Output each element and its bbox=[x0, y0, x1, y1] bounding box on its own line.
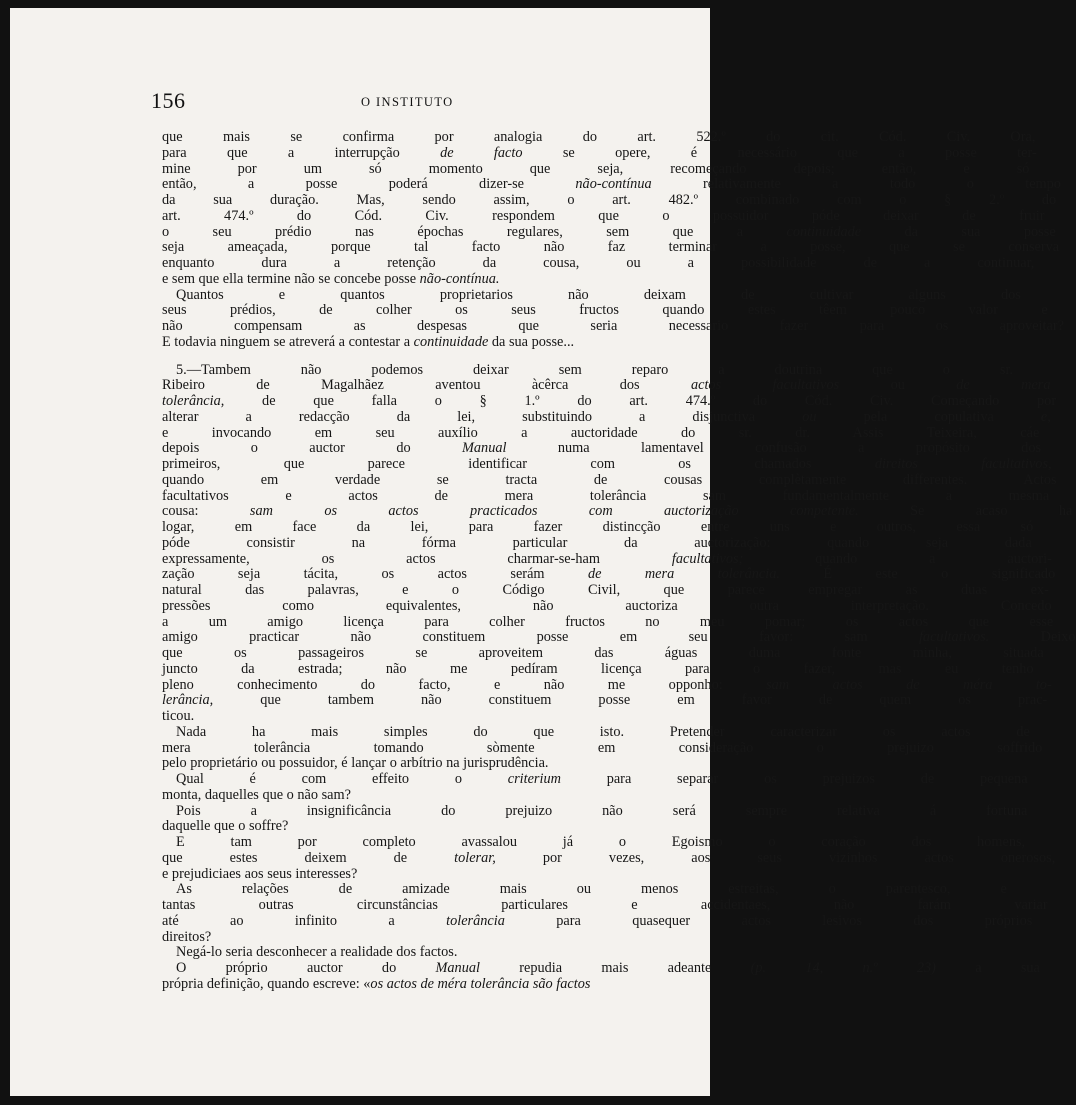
italic-segment: e, bbox=[1040, 408, 1051, 425]
text-segment: e sem que ella termine não se concebe posse bbox=[162, 270, 420, 287]
text-segment: e invocando em seu auxílio a auctoridade do sr. dr. Assis Teixeira, cáe bbox=[162, 424, 1040, 441]
text-segment: É este o significado bbox=[779, 566, 1056, 583]
text-line bbox=[162, 945, 640, 961]
italic-segment: de mera tolerância. bbox=[587, 566, 780, 583]
paragraph bbox=[162, 286, 1064, 351]
italic-segment: de mera bbox=[956, 377, 1051, 394]
text-line bbox=[162, 881, 1007, 898]
text-segment: pelo proprietário ou possuidor, é lançar o arbítrio na jurisprudência. bbox=[162, 755, 549, 772]
paragraph bbox=[162, 881, 1048, 945]
paragraph bbox=[162, 771, 1028, 804]
italic-segment: sam actos de méra to- bbox=[766, 676, 1052, 693]
text-line bbox=[162, 272, 640, 288]
text-segment: o seu prédio nas épochas regulares, sem que a bbox=[162, 223, 787, 240]
text-segment: Se acaso ha bbox=[858, 503, 1073, 520]
paragraph bbox=[162, 129, 1061, 288]
text-segment: que estes deixem de bbox=[162, 849, 455, 866]
text-segment: As relações de amizade mais ou menos estreitas, o parentesco, e bbox=[176, 881, 1007, 898]
text-line bbox=[162, 487, 1050, 505]
italic-segment: tolerância bbox=[446, 912, 505, 929]
text-segment: que os passageiros se aproveitem das águas duma fonte minha, situada bbox=[162, 645, 1044, 661]
text-line bbox=[162, 834, 1026, 851]
text-segment: monta, daquelles que o não sam? bbox=[162, 786, 351, 803]
text-segment: pressões como equivalentes, não auctoriza outra interpretação. Concedo bbox=[162, 597, 1052, 614]
italic-segment: não-contínua bbox=[575, 176, 652, 193]
text-line bbox=[162, 471, 1057, 489]
text-line bbox=[162, 377, 1051, 394]
text-line bbox=[162, 335, 640, 351]
page-number: 156 bbox=[151, 88, 186, 113]
italic-segment: actos facultativos bbox=[690, 377, 840, 394]
text-segment: logar, em face da lei, para fazer distincção entre uns e outros, essa só bbox=[162, 519, 1034, 535]
text-segment: alterar a redacção da lei, substituindo a disjunctiva bbox=[162, 408, 803, 425]
text-segment: relativamente a todo o tempo bbox=[651, 176, 1061, 193]
text-line bbox=[162, 930, 640, 946]
text-segment: expressamente, os actos charmar-se-ham bbox=[162, 550, 672, 567]
text-line bbox=[162, 723, 1030, 741]
text-segment: Negá-lo seria desconhecer a realidade dos factos. bbox=[176, 944, 458, 961]
text-line bbox=[162, 629, 1076, 646]
text-segment: póde consistir na fórma particular da auctorização: quando seja dada bbox=[162, 534, 1032, 551]
text-line bbox=[162, 223, 1056, 241]
text-line bbox=[162, 534, 1032, 552]
paragraph bbox=[162, 960, 1040, 993]
text-segment: própria definição, quando escreve: « bbox=[162, 975, 371, 992]
text-line bbox=[162, 788, 640, 804]
italic-segment: sam os actos practicados com auctorização competente. bbox=[249, 503, 859, 520]
text-line bbox=[162, 302, 1048, 319]
text-line bbox=[162, 660, 1034, 678]
italic-segment: facultativos; bbox=[671, 550, 744, 567]
text-segment: que mais se confirma por analogia do art. 522.º do cit. Cód. Civ. Ora, bbox=[162, 129, 1036, 145]
text-segment: de que falla o § 1.º do art. 474.º do Cód. Civ. Começando por bbox=[224, 393, 1057, 409]
text-line bbox=[162, 756, 640, 772]
italic-segment: continuidade bbox=[786, 223, 862, 240]
text-line bbox=[162, 440, 1042, 457]
text-segment: ou bbox=[839, 377, 957, 394]
text-segment: mera tolerância tomando sòmente em consideração o prejuizo soffrido bbox=[162, 739, 1043, 756]
text-line bbox=[162, 582, 1049, 599]
text-line bbox=[162, 207, 1045, 225]
running-head: O INSTITUTO bbox=[361, 95, 454, 109]
text-segment: direitos? bbox=[162, 928, 212, 945]
text-segment: para quasequer actos lesivos dos próprios bbox=[504, 912, 1033, 929]
text-line bbox=[162, 613, 1054, 631]
text-segment: zação seja tácita, os actos serám bbox=[162, 566, 588, 583]
italic-segment: os actos de méra tolerância são factos bbox=[370, 975, 591, 992]
text-line bbox=[162, 176, 1061, 193]
text-line bbox=[162, 709, 640, 725]
italic-segment: Manual bbox=[435, 960, 480, 976]
text-segment: a sua bbox=[935, 960, 1040, 976]
text-line bbox=[162, 519, 1034, 536]
text-segment: se opere, é necessário que a posse ter- bbox=[522, 144, 1037, 161]
text-segment: juncto da estrada; não me pedíram licença para o fazer, mas eu tenho bbox=[162, 660, 1034, 677]
text-segment: Quantos e quantos proprietarios não deixam de cultivar alguns dos bbox=[176, 286, 1021, 303]
text-line bbox=[162, 503, 1073, 520]
text-line bbox=[162, 960, 1040, 977]
text-segment: E todavia ninguem se atreverá a contestar a bbox=[162, 333, 414, 350]
page-header bbox=[151, 88, 579, 114]
text-line bbox=[162, 408, 1051, 426]
text-segment: depois o auctor do bbox=[162, 440, 462, 457]
text-segment: Qual é com effeito o bbox=[176, 771, 508, 787]
italic-segment: facultativos. bbox=[918, 629, 990, 646]
text-segment: cousa: bbox=[162, 503, 250, 520]
text-line bbox=[162, 912, 1033, 930]
text-line bbox=[162, 867, 640, 883]
page bbox=[8, 6, 1076, 1098]
text-line bbox=[162, 192, 1057, 209]
text-line bbox=[162, 144, 1037, 162]
text-segment: por vezes, aos seus vizinhos actos onerosos, bbox=[495, 849, 1056, 866]
text-segment: numa lamentavel confusão a propósito dos bbox=[506, 440, 1042, 457]
text-segment: não compensam as despesas que seria necessario fazer para os aproveitar? bbox=[162, 318, 1064, 334]
text-line bbox=[162, 255, 1035, 272]
text-segment: da sua duração. Mas, sendo assim, o art. 482.º combinado com o § 2.º do bbox=[162, 192, 1057, 208]
text-line bbox=[162, 566, 1056, 583]
paragraph bbox=[162, 361, 1076, 725]
text-segment: facultativos e actos de mera tolerância sam fundamentalmente a mesma bbox=[162, 487, 1050, 504]
text-line bbox=[162, 129, 1036, 146]
italic-segment: de facto bbox=[440, 144, 523, 161]
italic-segment: (p. 14, n.º 23) bbox=[750, 960, 936, 976]
italic-segment: Manual bbox=[462, 440, 507, 457]
text-line bbox=[162, 849, 1056, 867]
body-text bbox=[162, 129, 1076, 993]
text-line bbox=[162, 802, 1028, 820]
text-segment: que tambem não constituem posse em favor de quem os prac- bbox=[213, 692, 1048, 709]
text-line bbox=[162, 739, 1043, 757]
text-line bbox=[162, 318, 1064, 335]
text-segment: ticou. bbox=[162, 708, 195, 724]
text-segment: daquelle que o soffre? bbox=[162, 818, 289, 835]
text-line bbox=[162, 424, 1040, 442]
text-line bbox=[162, 819, 640, 835]
text-segment: primeiros, que parece identificar com os chamados bbox=[162, 456, 875, 472]
text-segment: pela copulativa bbox=[816, 408, 1041, 425]
italic-segment: tolerar, bbox=[454, 849, 496, 866]
text-segment: pleno conhecimento do facto, e não me opponho: bbox=[162, 676, 767, 693]
text-segment: mine por um só momento que seja, recomeçando depois; então, e só bbox=[162, 160, 1030, 177]
text-line bbox=[162, 361, 1013, 379]
text-segment: amigo practicar não constituem posse em seu favor: sam bbox=[162, 629, 919, 646]
text-line bbox=[162, 692, 1048, 709]
text-line bbox=[162, 286, 1021, 304]
text-segment: para separar os prejuizos de pequena bbox=[560, 771, 1028, 787]
text-segment: enquanto dura a retenção da cousa, ou a possibilidade de a continuar, bbox=[162, 255, 1035, 271]
text-segment: da sua posse bbox=[861, 223, 1056, 240]
paragraph bbox=[162, 945, 640, 961]
text-segment: da sua posse... bbox=[488, 333, 575, 350]
text-segment: E tam por completo avassalou já o Egoismo o coração dos homens, bbox=[176, 834, 1026, 850]
text-segment: art. 474.º do Cód. Civ. respondem que o possuidor póde deixar de fruir bbox=[162, 207, 1045, 224]
text-line bbox=[162, 393, 1057, 410]
italic-segment: ou bbox=[802, 408, 817, 425]
italic-segment: direitos facultativos, bbox=[874, 456, 1052, 472]
text-segment: O próprio auctor do bbox=[176, 960, 436, 976]
italic-segment: criterium bbox=[507, 771, 561, 787]
text-line bbox=[162, 160, 1030, 178]
text-line bbox=[162, 977, 640, 993]
text-line bbox=[162, 676, 1052, 694]
text-line bbox=[162, 597, 1052, 615]
italic-segment: continuidade bbox=[413, 333, 489, 350]
text-line bbox=[162, 771, 1028, 788]
text-segment: Nada ha mais simples do que isto. Pretender caracterizar os actos de bbox=[176, 723, 1030, 740]
text-segment: quando em verdade se tracta de cousas complètamente differentes. Actos bbox=[162, 471, 1057, 488]
text-segment: então, a posse poderá dizer-se bbox=[162, 176, 576, 193]
text-segment: seus prédios, de colher os seus fructos quando estes têem pouco valor e bbox=[162, 302, 1048, 319]
text-segment: repudia mais adeante bbox=[479, 960, 751, 976]
text-segment: e prejudiciaes aos seus interesses? bbox=[162, 865, 358, 882]
italic-segment: não-contínua. bbox=[419, 270, 500, 287]
text-line bbox=[162, 550, 1052, 568]
text-segment: Ribeiro de Magalhãez aventou àcêrca dos bbox=[162, 377, 691, 394]
text-line bbox=[162, 239, 1060, 256]
text-segment: para que a interrupção bbox=[162, 144, 441, 161]
text-segment: quando a auctori- bbox=[743, 550, 1052, 567]
text-segment: a um amigo licença para colher fructos no meu pomar; os actos que esse bbox=[162, 613, 1054, 630]
text-line bbox=[162, 645, 1044, 662]
text-segment: natural das palavras, e o Código Civil, que parece empregar as duas ex- bbox=[162, 582, 1049, 598]
paragraph bbox=[162, 802, 1028, 836]
text-segment: Deixo bbox=[989, 629, 1076, 646]
text-segment: seja ameaçada, porque tal facto não faz terminar a posse, que se conserva bbox=[162, 239, 1060, 256]
italic-segment: tolerância, bbox=[162, 393, 225, 409]
italic-segment: lerância, bbox=[162, 692, 214, 709]
text-line bbox=[162, 897, 1048, 914]
text-segment: Pois a insignificância do prejuizo não será sempre relativa á fortuna bbox=[176, 802, 1028, 819]
text-line bbox=[162, 456, 1052, 473]
text-segment: 5.—Tambem não podemos deixar sem reparo a doutrina que o sr. bbox=[176, 361, 1013, 378]
paragraph bbox=[162, 834, 1056, 882]
paragraph bbox=[162, 723, 1043, 772]
text-segment: até ao infinito a bbox=[162, 912, 447, 929]
text-segment: tantas outras circunstâncias particulares e accidentaes, não farám variar bbox=[162, 897, 1048, 913]
